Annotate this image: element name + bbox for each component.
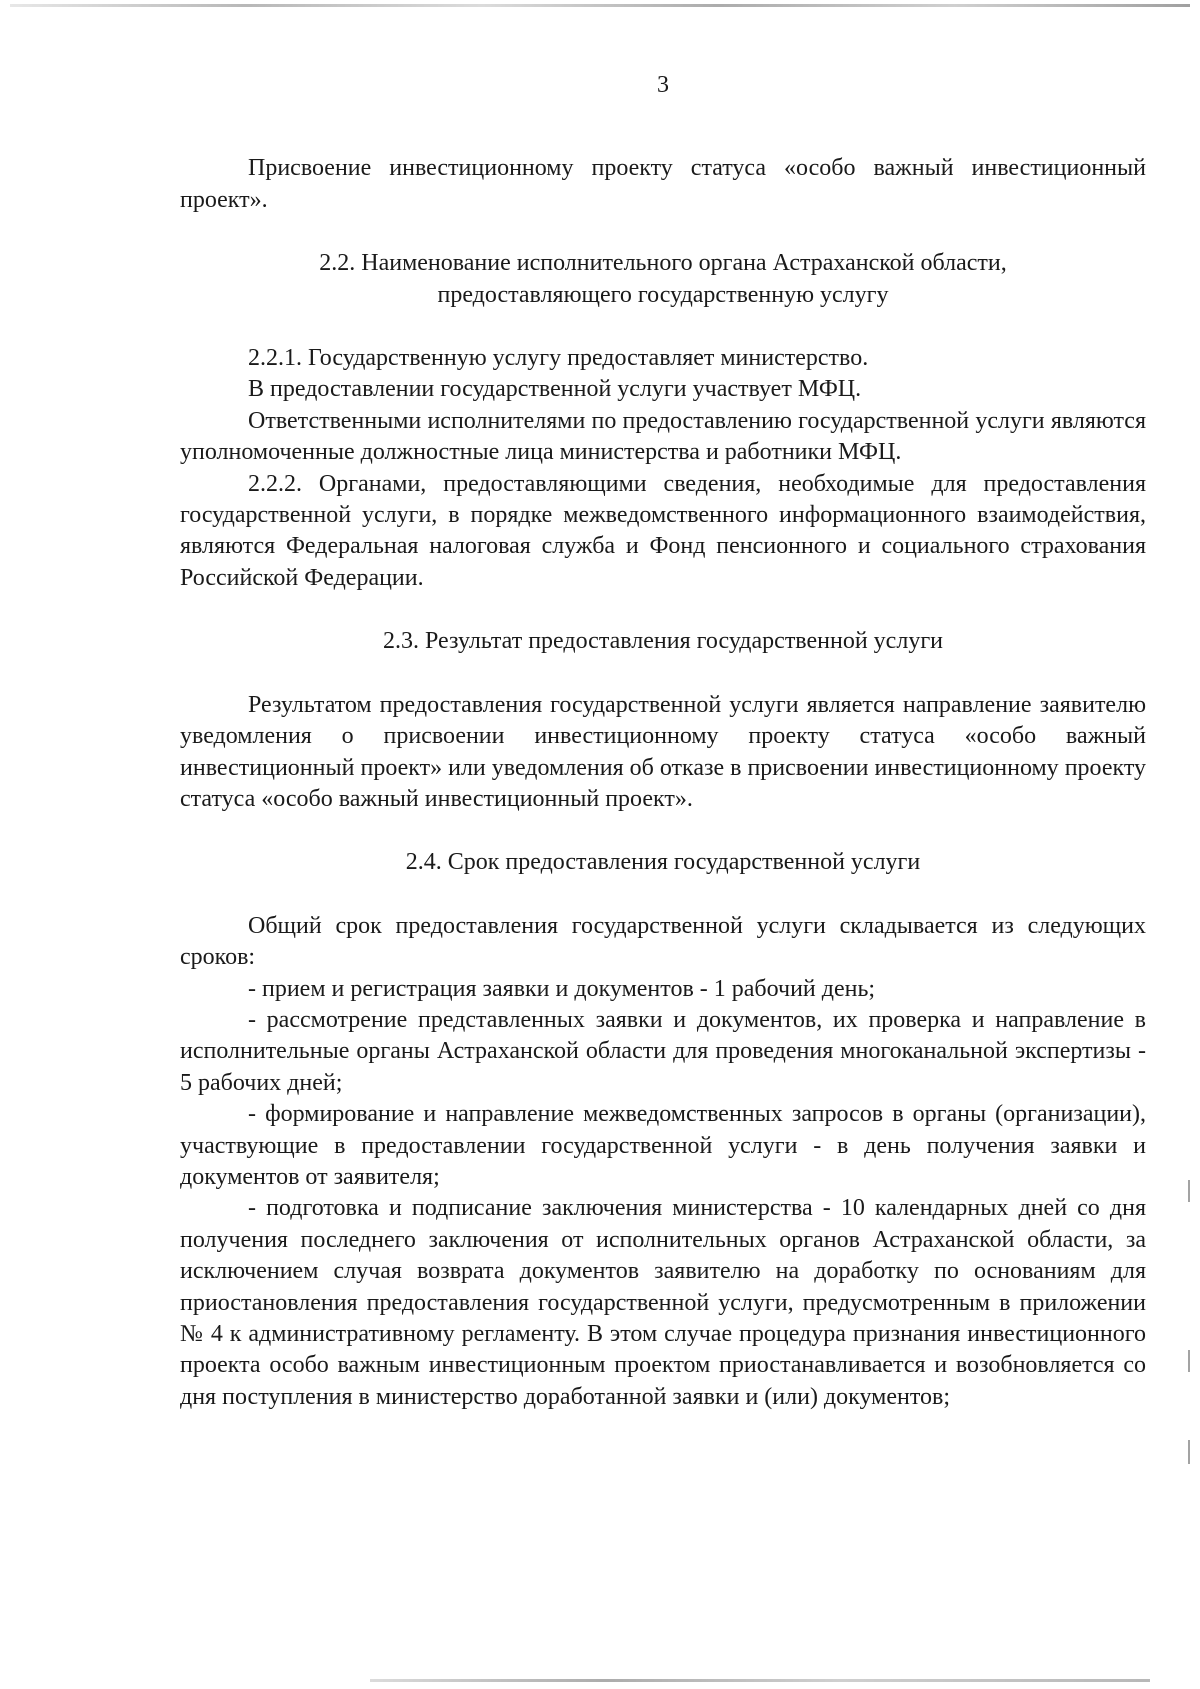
scan-edge-top: [10, 4, 1190, 7]
paragraph: Результатом предоставления государственной услуги является направление заявителю уведомления о присвоении инвестиционному проекту статуса «особо важный инвестиционный проект» или уведомления об отказе в присвоении инвестиционному проекту статуса «особо важный инвестиционный проект».: [180, 691, 1146, 812]
list-item: - подготовка и подписание заключения министерства - 10 календарных дней со дня получения последнего заключения от исполнительных органов Астраханской области, за исключением случая возврата документов заявителю на доработку по основаниям для приостановления предоставления государственной услуги, предусмотренным в приложении № 4 к административному регламенту. В этом случае процедура признания инвестиционного проекта особо важным инвестиционным проектом приостанавливается и возобновляется со дня поступления в министерство доработанной заявки и (или) документов;: [180, 1195, 1146, 1410]
scan-mark: [1188, 1180, 1190, 1202]
paragraph: 2.2.2. Органами, предоставляющими сведения, необходимые для предоставления государственной услуги, в порядке межведомственного информационного взаимодействия, являются Федеральная налоговая служба и Фонд пенсионного и социального страхования Российской Федерации.: [180, 470, 1146, 591]
list-item: - прием и регистрация заявки и документов - 1 рабочий день;: [248, 975, 876, 1002]
intro-paragraph: Присвоение инвестиционному проекту статуса «особо важный инвестиционный проект».: [180, 155, 1146, 213]
section-2-2-heading-line2: предоставляющего государственную услугу: [437, 281, 889, 308]
scan-mark: [1188, 1440, 1190, 1464]
paragraph: Ответственными исполнителями по предоставлению государственной услуги являются уполномоченные должностные лица министерства и работники МФЦ.: [180, 407, 1146, 466]
scan-mark: [1188, 1350, 1190, 1372]
paragraph: 2.2.1. Государственную услугу предоставляет министерство.: [248, 345, 869, 372]
list-item: - формирование и направление межведомственных запросов в органы (организации), участвующие в предоставлении государственной услуги - в день получения заявки и документов от заявителя;: [180, 1101, 1146, 1190]
section-2-3-body: [180, 690, 1146, 816]
section-2-2-heading-line1: 2.2. Наименование исполнительного органа Астраханской области,: [319, 250, 1007, 277]
section-2-2-body: [180, 343, 1146, 594]
page-number: 3: [657, 72, 669, 98]
section-2-3-heading: 2.3. Результат предоставления государственной услуги: [382, 628, 943, 655]
scan-edge-bottom: [370, 1679, 1150, 1682]
section-2-4-heading: 2.4. Срок предоставления государственной услуги: [405, 849, 921, 876]
section-2-2-heading: [180, 248, 1146, 311]
list-item: - рассмотрение представленных заявки и документов, их проверка и направление в исполнительные органы Астраханской области для проведения многоканальной экспертизы - 5 рабочих дней;: [180, 1006, 1146, 1096]
paragraph: В предоставлении государственной услуги участвует МФЦ.: [248, 376, 862, 403]
paragraph: Общий срок предоставления государственной услуги складывается из следующих сроков:: [180, 912, 1146, 971]
section-2-4-body: [180, 911, 1146, 1414]
document-body: [180, 70, 1146, 1413]
